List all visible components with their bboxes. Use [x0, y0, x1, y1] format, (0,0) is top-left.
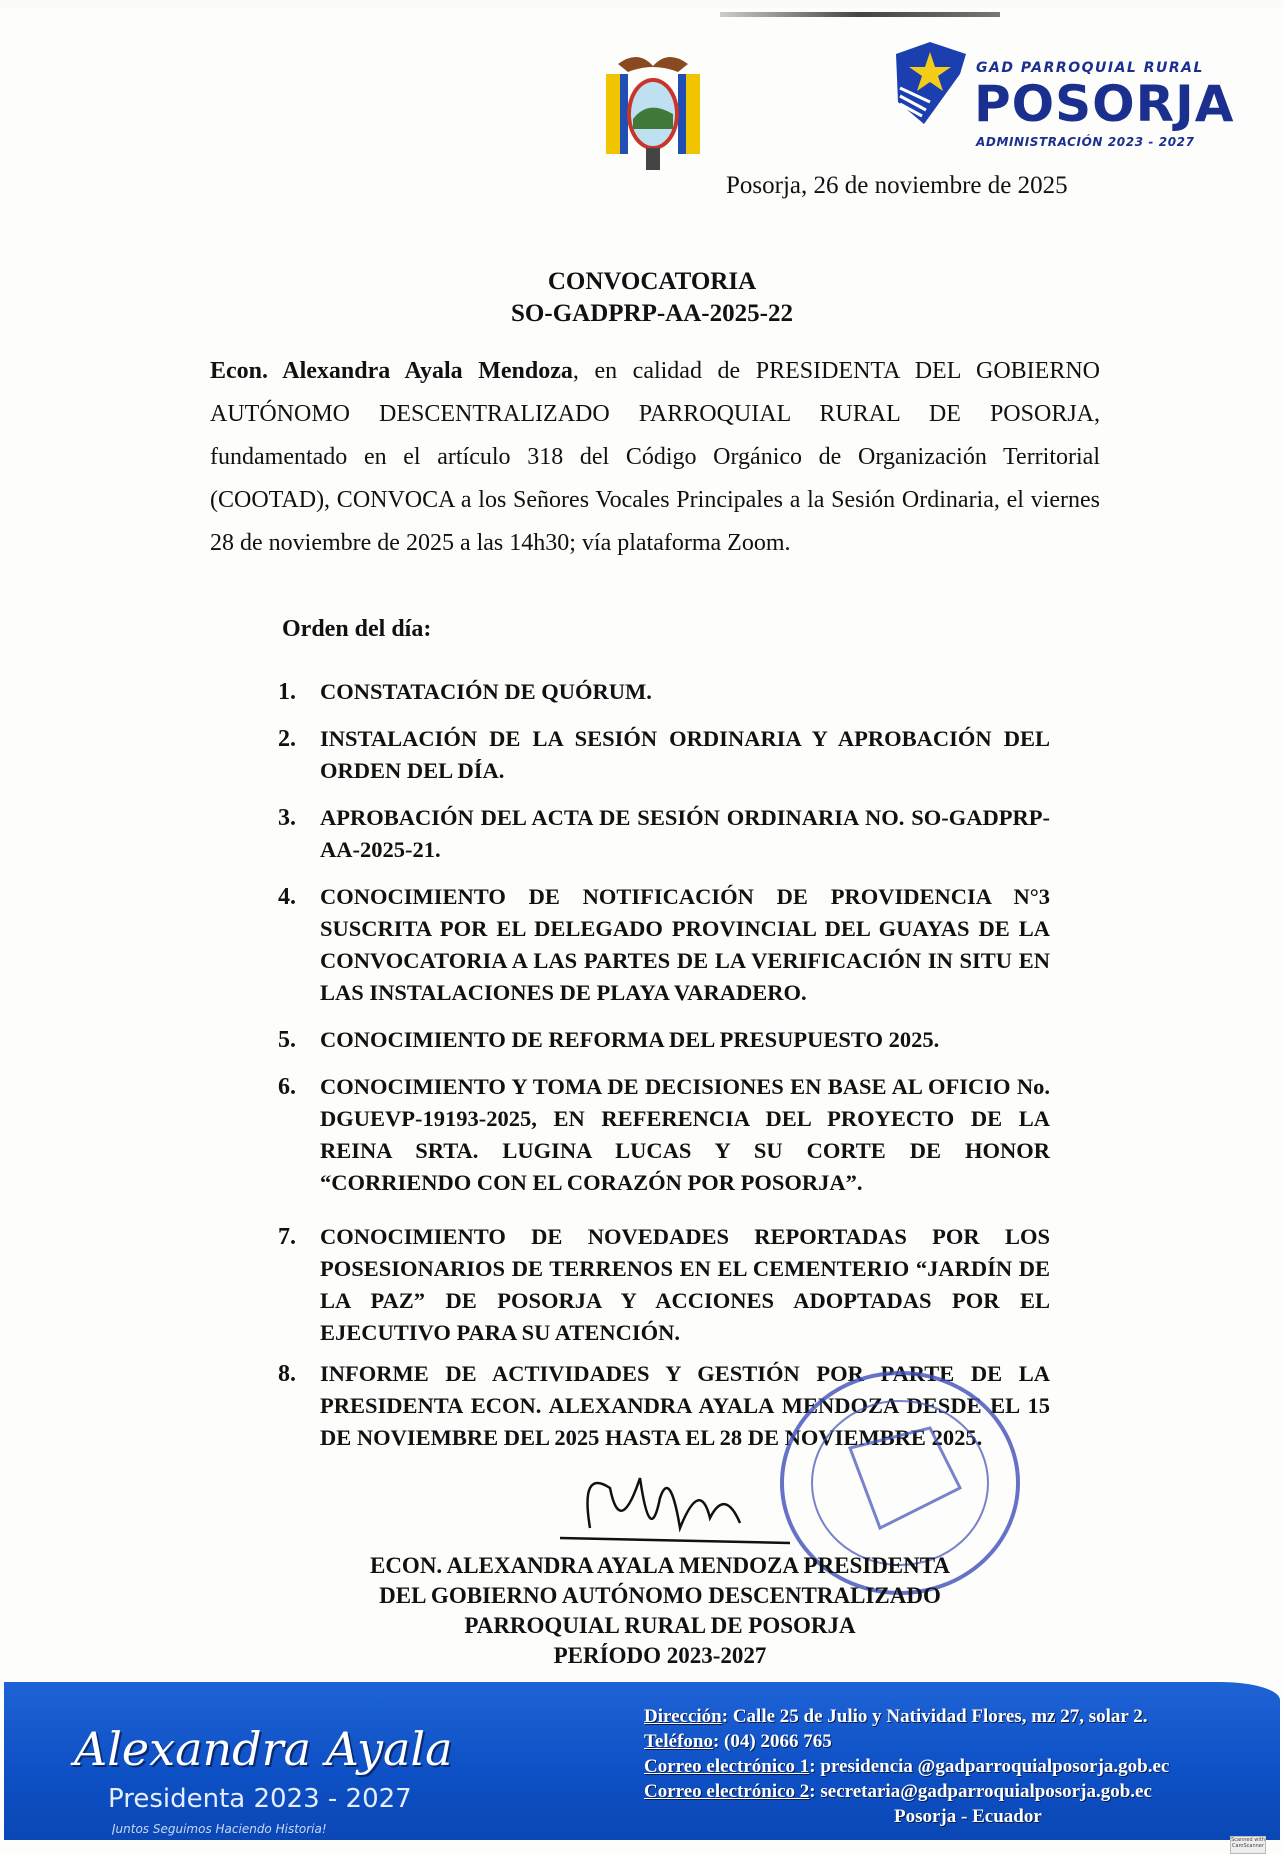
agenda-heading: Orden del día: — [282, 616, 432, 642]
footer-name: Alexandra Ayala — [74, 1722, 453, 1776]
agenda-item: 3. APROBACIÓN DEL ACTA DE SESIÓN ORDINARIA NO. SO-GADPRP-AA-2025-21. — [278, 805, 1050, 862]
convocation-paragraph: Econ. Alexandra Ayala Mendoza, en calidad de PRESIDENTA DEL GOBIERNO AUTÓNOMO DESCENTRALIZADO PARROQUIAL RURAL DE POSORJA, fundamentado en el artículo 318 del Código Orgánico de Organización Territorial (COOTAD), CONVOCA a los Señores Vocales Principales a la Sesión Ordinaria, el viernes 28 de noviembre de 2025 a las 14h30; vía plataforma Zoom. — [210, 358, 1101, 556]
agenda-item: 4. CONOCIMIENTO DE NOTIFICACIÓN DE PROVIDENCIA N°3 SUSCRITA POR EL DELEGADO PROVINCIAL DEL GUAYAS DE LA CONVOCATORIA A LAS PARTES DE LA VERIFICACIÓN IN SITU EN LAS INSTALACIONES DE PLAYA VARADERO. — [278, 884, 1050, 1005]
email-link[interactable]: : presidencia @gadparroquialposorja.gob.ec — [809, 1756, 1170, 1777]
email-link[interactable]: : secretaria@gadparroquialposorja.gob.ec — [809, 1781, 1152, 1802]
agenda-item: 5. CONOCIMIENTO DE REFORMA DEL PRESUPUESTO 2025. — [278, 1027, 940, 1053]
scan-edge — [720, 12, 1000, 17]
agenda-item: 8. INFORME DE ACTIVIDADES Y GESTIÓN POR PARTE DE LA PRESIDENTA ECON. ALEXANDRA AYALA MENDOZA DESDE EL 15 DE NOVIEMBRE DEL 2025 HASTA EL 28 DE NOVIEMBRE 2025. — [278, 1361, 1050, 1450]
agenda-item: 1. CONSTATACIÓN DE QUÓRUM. — [278, 679, 652, 705]
document-date: Posorja, 26 de noviembre de 2025 — [726, 172, 1068, 199]
handwritten-signature — [550, 1448, 800, 1568]
agenda-item: 6. CONOCIMIENTO Y TOMA DE DECISIONES EN BASE AL OFICIO No. DGUEVP-19193-2025, EN REFERENCIA DEL PROYECTO DE LA REINA SRTA. LUGINA LUCAS Y SU CORTE DE HONOR “CORRIENDO CON EL CORAZÓN POR POSORJA”. — [278, 1074, 1050, 1195]
document-page — [0, 8, 1284, 1854]
agenda-item: 2. INSTALACIÓN DE LA SESIÓN ORDINARIA Y APROBACIÓN DEL ORDEN DEL DÍA. — [278, 726, 1050, 783]
agenda-item: 7. CONOCIMIENTO DE NOVEDADES REPORTADAS POR LOS POSESIONARIOS DE TERRENOS EN EL CEMENTERIO “JARDÍN DE LA PAZ” DE POSORJA Y ACCIONES ADOPTADAS POR EL EJECUTIVO PARA SU ATENCIÓN. — [278, 1224, 1050, 1345]
posorja-logo: GAD PARROQUIAL RURAL POSORJA ADMINISTRACIÓN 2023 - 2027 — [890, 40, 1210, 155]
footer-slogan: Juntos Seguimos Haciendo Historia! — [112, 1822, 327, 1836]
scanner-badge: Scanned with CamScanner — [1230, 1836, 1266, 1854]
footer-contact: Dirección: Calle 25 de Julio y Natividad Flores, mz 27, solar 2. Teléfono: (04) 2066 765 Correo electrónico 1: presidencia @gadparroquialposorja.gob.ec Correo electrónico 2: secretaria@gadparroquialposorja.gob.ec Posorja - Ecuador — [644, 1706, 1170, 1827]
signature-block: ECON. ALEXANDRA AYALA MENDOZA PRESIDENTA DEL GOBIERNO AUTÓNOMO DESCENTRALIZADO PARROQUIAL RURAL DE POSORJA PERÍODO 2023-2027 — [369, 1553, 951, 1668]
star-shield-icon — [890, 40, 970, 125]
footer-role: Presidenta 2023 - 2027 — [108, 1784, 412, 1814]
ecuador-coat-of-arms-icon — [598, 44, 708, 174]
footer-banner — [4, 1682, 1280, 1840]
agenda-list — [270, 676, 1050, 1469]
document-title: CONVOCATORIA SO-GADPRP-AA-2025-22 — [511, 268, 793, 327]
